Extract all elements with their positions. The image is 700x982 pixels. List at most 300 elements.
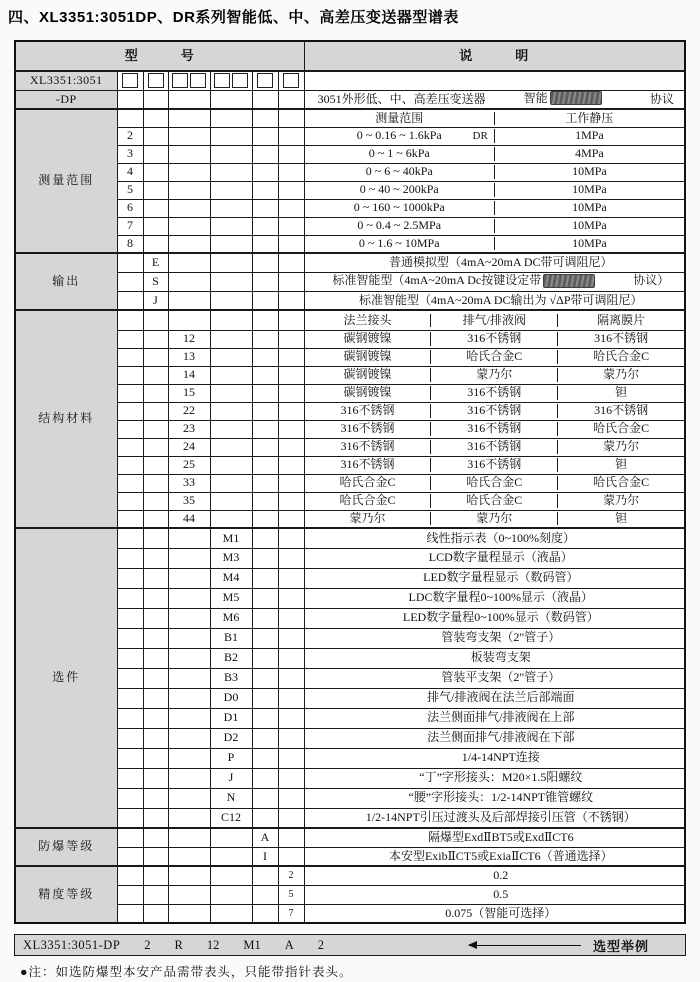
empty-code-cell (252, 420, 278, 438)
empty-code-cell (252, 384, 278, 402)
empty-code-cell (143, 109, 168, 127)
code-cell: 15 (168, 384, 210, 402)
diaphragm-material: 钽 (557, 458, 684, 471)
empty-code-cell (168, 648, 210, 668)
empty-code-cell (143, 330, 168, 348)
valve-material: 316不锈钢 (430, 458, 557, 471)
empty-code-cell (143, 127, 168, 145)
range-desc-cell (304, 163, 685, 181)
checkbox-cell (117, 71, 143, 90)
option-desc: LCD数字量程显示（液晶） (428, 550, 573, 565)
option-desc-cell (304, 568, 685, 588)
flange-material: 碳钢镀镍 (343, 331, 392, 346)
empty-code-cell (278, 528, 304, 548)
option-desc-cell (304, 788, 685, 808)
empty-code-cell (117, 90, 143, 109)
material-desc-cell (304, 492, 685, 510)
option-desc: 线性指示表（0~100%刻度） (426, 530, 576, 545)
empty-code-cell (143, 768, 168, 788)
empty-code-cell (252, 291, 278, 310)
explosion-desc: 隔爆型ExdⅡBT5或ExdⅡCT6 (427, 830, 574, 845)
example-model: XL3351:3051-DP (23, 937, 121, 952)
option-desc: 排气/排液阀在法兰后部端面 (427, 690, 575, 705)
empty-code-cell (143, 492, 168, 510)
empty-code-cell (210, 199, 252, 217)
flange-col-header: 法兰接头 (343, 312, 392, 327)
explosion-desc-cell (304, 828, 685, 847)
pressure-sub-cell: 1MPa (494, 129, 684, 142)
empty-code-cell (117, 310, 143, 330)
empty-code-cell (252, 904, 278, 923)
empty-code-cell (252, 348, 278, 366)
empty-code-cell (143, 402, 168, 420)
range-sub-cell (305, 183, 494, 196)
empty-code-cell (278, 330, 304, 348)
empty-code-cell (252, 628, 278, 648)
empty-code-cell (168, 828, 210, 847)
flange-material: 316不锈钢 (340, 403, 395, 418)
empty-code-cell (210, 348, 252, 366)
valve-material: 316不锈钢 (430, 440, 557, 453)
material-desc-cell (304, 456, 685, 474)
empty-code-cell (168, 272, 210, 291)
empty-code-cell (278, 708, 304, 728)
code-cell: 35 (168, 492, 210, 510)
empty-code-cell (168, 291, 210, 310)
option-desc-cell (304, 768, 685, 788)
empty-code-cell (252, 866, 278, 885)
empty-code-cell (143, 145, 168, 163)
empty-code-cell (117, 402, 143, 420)
code-cell: 5 (278, 885, 304, 904)
empty-code-cell (210, 828, 252, 847)
empty-code-cell (252, 688, 278, 708)
range-sub-cell (305, 219, 494, 232)
empty-code-cell (210, 145, 252, 163)
empty-code-cell (117, 885, 143, 904)
code-cell: D0 (210, 688, 252, 708)
example-code: 2 (144, 937, 151, 952)
flange-material: 蒙乃尔 (349, 511, 386, 526)
empty-code-cell (168, 127, 210, 145)
range-note: DR (472, 129, 488, 142)
empty-code-cell (252, 272, 278, 291)
range-sub-cell (305, 201, 494, 214)
section-label-material: 结构材料 (15, 310, 117, 528)
empty-code-cell (168, 528, 210, 548)
empty-code-cell (278, 163, 304, 181)
empty-code-cell (168, 235, 210, 253)
empty-code-cell (278, 568, 304, 588)
code-cell: A (252, 828, 278, 847)
code-cell: J (143, 291, 168, 310)
empty-code-cell (117, 648, 143, 668)
material-desc-cell (304, 420, 685, 438)
empty-code-cell (210, 866, 252, 885)
empty-code-cell (117, 253, 143, 272)
empty-code-cell (210, 847, 252, 866)
empty-code-cell (278, 648, 304, 668)
empty-code-cell (117, 728, 143, 748)
valve-material: 316不锈钢 (430, 422, 557, 435)
empty-code-cell (278, 456, 304, 474)
empty-code-cell (168, 90, 210, 109)
diaphragm-material: 316不锈钢 (557, 332, 684, 345)
empty-code-cell (278, 366, 304, 384)
model-number-label: XL3351:3051 (15, 71, 117, 90)
flange-material: 碳钢镀镍 (343, 349, 392, 364)
accuracy-desc-cell (304, 885, 685, 904)
empty-code-cell (143, 310, 168, 330)
empty-code-cell (117, 788, 143, 808)
redacted-protocol-logo (543, 274, 595, 288)
empty-code-cell (278, 348, 304, 366)
code-cell: 7 (117, 217, 143, 235)
empty-code-cell (168, 199, 210, 217)
range-sub-cell (305, 147, 494, 160)
empty-code-cell (210, 127, 252, 145)
valve-material: 哈氏合金C (430, 350, 557, 363)
empty-code-cell (278, 384, 304, 402)
empty-code-cell (117, 588, 143, 608)
code-cell: C12 (210, 808, 252, 828)
empty-code-cell (143, 904, 168, 923)
example-code: 2 (317, 937, 325, 952)
empty-code-cell (168, 628, 210, 648)
flange-material: 316不锈钢 (340, 421, 395, 436)
empty-code-cell (210, 253, 252, 272)
empty-code-cell (252, 748, 278, 768)
empty-code-cell (143, 163, 168, 181)
empty-code-cell (252, 708, 278, 728)
output-desc-cell (304, 272, 685, 291)
empty-code-cell (117, 272, 143, 291)
empty-code-cell (278, 420, 304, 438)
code-cell: I (252, 847, 278, 866)
empty-code-cell (278, 548, 304, 568)
option-desc-cell (304, 648, 685, 668)
range-sub-cell (305, 165, 494, 178)
empty-code-cell (252, 568, 278, 588)
option-desc: 法兰侧面排气/排液阀在上部 (427, 710, 575, 725)
code-cell: 4 (117, 163, 143, 181)
explosion-desc-cell (304, 847, 685, 866)
arrow-left-icon (469, 945, 581, 946)
diaphragm-material: 哈氏合金C (557, 476, 684, 489)
empty-code-cell (252, 253, 278, 272)
output-desc-cell (304, 253, 685, 272)
code-cell: 6 (117, 199, 143, 217)
empty-code-cell (143, 474, 168, 492)
dp-protocol-text (524, 91, 606, 107)
empty-code-cell (210, 272, 252, 291)
code-cell: B3 (210, 668, 252, 688)
section-label-range: 测量范围 (15, 109, 117, 253)
output-desc: 标准智能型（4mA~20mA DC输出为 √ΔP带可调阻尼） (359, 292, 643, 307)
empty-code-cell (168, 748, 210, 768)
redacted-protocol-logo (550, 91, 602, 105)
empty-code-cell (168, 847, 210, 866)
empty-code-cell (210, 90, 252, 109)
empty-code-cell (168, 668, 210, 688)
empty-code-cell (210, 456, 252, 474)
empty-code-cell (278, 668, 304, 688)
code-cell: 5 (117, 181, 143, 199)
pressure-sub-cell: 4MPa (494, 147, 684, 160)
empty-code-cell (252, 608, 278, 628)
code-cell: 2 (278, 866, 304, 885)
empty-code-cell (168, 768, 210, 788)
empty-code-cell (117, 384, 143, 402)
code-cell: D2 (210, 728, 252, 748)
empty-code-cell (278, 828, 304, 847)
range-header-cell (304, 109, 685, 127)
range-sub-cell (305, 129, 494, 142)
empty-code-cell (278, 788, 304, 808)
empty-code-cell (143, 456, 168, 474)
footnote: ●注：如选防爆型本安产品需带表头，只能带指针表头。 (20, 965, 353, 979)
code-cell: 14 (168, 366, 210, 384)
empty-code-cell (143, 510, 168, 528)
empty-code-cell (143, 688, 168, 708)
empty-code-cell (252, 181, 278, 199)
empty-code-cell (117, 904, 143, 923)
output-desc-post: 协议） (633, 273, 670, 288)
code-cell: M4 (210, 568, 252, 588)
empty-code-cell (210, 474, 252, 492)
empty-code-cell (117, 456, 143, 474)
empty-code-cell (210, 109, 252, 127)
empty-code-cell (117, 748, 143, 768)
pressure-col-header: 工作静压 (494, 112, 684, 125)
empty-code-cell (278, 181, 304, 199)
empty-desc-cell (304, 71, 685, 90)
empty-code-cell (252, 885, 278, 904)
empty-code-cell (210, 163, 252, 181)
checkbox-cell (278, 71, 304, 90)
empty-code-cell (252, 90, 278, 109)
empty-code-cell (252, 510, 278, 528)
empty-code-cell (210, 310, 252, 330)
empty-code-cell (168, 253, 210, 272)
code-cell: M3 (210, 548, 252, 568)
pressure-sub-cell: 10MPa (494, 237, 684, 250)
empty-code-cell (143, 548, 168, 568)
empty-code-cell (143, 628, 168, 648)
pressure-sub-cell: 10MPa (494, 219, 684, 232)
empty-code-cell (252, 648, 278, 668)
empty-code-cell (210, 181, 252, 199)
section-label-accuracy: 精度等级 (15, 866, 117, 923)
dp-protocol-suffix: 协议 (649, 91, 674, 106)
flange-material: 316不锈钢 (340, 457, 395, 472)
empty-code-cell (278, 217, 304, 235)
flange-material: 碳钢镀镍 (343, 367, 392, 382)
empty-code-cell (143, 348, 168, 366)
dp-desc-cell (304, 90, 685, 109)
empty-code-cell (210, 235, 252, 253)
example-codes (120, 938, 324, 953)
output-desc (319, 273, 669, 287)
option-desc: “腰”字形接头：1/2-14NPT锥管螺纹 (408, 790, 594, 805)
code-cell: M6 (210, 608, 252, 628)
empty-code-cell (168, 568, 210, 588)
empty-code-cell (278, 628, 304, 648)
diaphragm-material: 哈氏合金C (557, 350, 684, 363)
empty-code-cell (278, 510, 304, 528)
output-desc-pre: 标准智能型（4mA~20mA Dc按键设定带 (332, 273, 542, 288)
valve-material: 哈氏合金C (430, 476, 557, 489)
option-desc-cell (304, 528, 685, 548)
empty-code-cell (168, 608, 210, 628)
empty-code-cell (143, 728, 168, 748)
empty-code-cell (143, 808, 168, 828)
empty-code-cell (252, 310, 278, 330)
empty-code-cell (278, 90, 304, 109)
option-desc: LED数字量程0~100%显示（数码管） (402, 610, 599, 625)
checkbox-placeholder (122, 73, 138, 88)
code-cell: M1 (210, 528, 252, 548)
empty-code-cell (143, 90, 168, 109)
checkbox-placeholder (214, 73, 230, 88)
code-cell: 33 (168, 474, 210, 492)
material-desc-cell (304, 510, 685, 528)
example-code: R (174, 937, 183, 952)
flange-material: 316不锈钢 (340, 439, 395, 454)
option-desc: 1/4-14NPT连接 (461, 750, 540, 765)
code-cell: D1 (210, 708, 252, 728)
material-desc-cell (304, 438, 685, 456)
empty-code-cell (143, 788, 168, 808)
range-value: 0 ~ 1 ~ 6kPa (368, 146, 430, 161)
empty-code-cell (117, 828, 143, 847)
empty-code-cell (252, 402, 278, 420)
empty-code-cell (143, 528, 168, 548)
range-value: 0 ~ 40 ~ 200kPa (359, 182, 439, 197)
code-cell: 2 (117, 127, 143, 145)
empty-code-cell (168, 548, 210, 568)
range-sub-cell (305, 237, 494, 250)
code-cell: N (210, 788, 252, 808)
flange-material: 碳钢镀镍 (343, 385, 392, 400)
example-row (14, 934, 686, 956)
code-cell: B1 (210, 628, 252, 648)
empty-code-cell (117, 668, 143, 688)
empty-code-cell (278, 272, 304, 291)
empty-code-cell (143, 866, 168, 885)
empty-code-cell (278, 402, 304, 420)
empty-code-cell (210, 366, 252, 384)
section-label-explosion: 防爆等级 (15, 828, 117, 866)
empty-code-cell (143, 648, 168, 668)
valve-material: 316不锈钢 (430, 332, 557, 345)
option-desc-cell (304, 708, 685, 728)
empty-code-cell (168, 588, 210, 608)
empty-code-cell (210, 492, 252, 510)
valve-material: 蒙乃尔 (430, 368, 557, 381)
empty-code-cell (168, 904, 210, 923)
code-cell: 25 (168, 456, 210, 474)
empty-code-cell (168, 217, 210, 235)
example-label: 选型举例 (592, 938, 649, 954)
empty-code-cell (210, 885, 252, 904)
empty-code-cell (168, 181, 210, 199)
empty-code-cell (168, 109, 210, 127)
empty-code-cell (143, 366, 168, 384)
empty-code-cell (143, 885, 168, 904)
empty-code-cell (117, 528, 143, 548)
empty-code-cell (252, 492, 278, 510)
empty-code-cell (117, 330, 143, 348)
empty-code-cell (143, 438, 168, 456)
empty-code-cell (210, 904, 252, 923)
accuracy-desc: 0.5 (493, 886, 509, 901)
accuracy-desc-cell (304, 866, 685, 885)
option-desc: LED数字量程显示（数码管） (423, 570, 579, 585)
empty-code-cell (168, 788, 210, 808)
diaphragm-material: 钽 (557, 386, 684, 399)
option-desc-cell (304, 688, 685, 708)
option-desc-cell (304, 748, 685, 768)
range-col-header: 测量范围 (375, 110, 424, 125)
checkbox-cell (210, 71, 252, 90)
empty-code-cell (252, 217, 278, 235)
checkbox-placeholder (257, 73, 273, 88)
empty-code-cell (117, 688, 143, 708)
checkbox-placeholder (148, 73, 164, 88)
accuracy-desc: 0.075（智能可选择） (445, 905, 557, 920)
empty-code-cell (278, 768, 304, 788)
pressure-sub-cell: 10MPa (494, 165, 684, 178)
range-desc-cell (304, 181, 685, 199)
diaphragm-material: 蒙乃尔 (557, 440, 684, 453)
material-desc-cell (304, 330, 685, 348)
empty-code-cell (252, 588, 278, 608)
range-value: 0 ~ 0.16 ~ 1.6kPa (356, 128, 442, 143)
empty-code-cell (117, 438, 143, 456)
empty-code-cell (210, 420, 252, 438)
range-desc-cell (304, 217, 685, 235)
empty-code-cell (117, 510, 143, 528)
empty-code-cell (278, 728, 304, 748)
option-desc: 法兰侧面排气/排液阀在下部 (427, 730, 575, 745)
empty-code-cell (117, 366, 143, 384)
option-desc-cell (304, 548, 685, 568)
empty-code-cell (252, 438, 278, 456)
section-label-options: 选件 (15, 528, 117, 828)
option-desc-cell (304, 628, 685, 648)
empty-code-cell (278, 748, 304, 768)
checkbox-placeholder (172, 73, 188, 88)
empty-code-cell (117, 568, 143, 588)
empty-code-cell (143, 568, 168, 588)
empty-code-cell (168, 163, 210, 181)
empty-code-cell (252, 163, 278, 181)
code-cell: E (143, 253, 168, 272)
code-cell: J (210, 768, 252, 788)
page-title: 四、XL3351:3051DP、DR系列智能低、中、高差压变送器型谱表 (8, 9, 459, 26)
empty-code-cell (252, 788, 278, 808)
code-cell: P (210, 748, 252, 768)
empty-code-cell (278, 492, 304, 510)
empty-code-cell (252, 474, 278, 492)
option-desc-cell (304, 608, 685, 628)
diaphragm-material: 哈氏合金C (557, 422, 684, 435)
section-label-output: 输出 (15, 253, 117, 310)
dp-suffix-label: -DP (15, 90, 117, 109)
empty-code-cell (117, 109, 143, 127)
empty-code-cell (210, 330, 252, 348)
